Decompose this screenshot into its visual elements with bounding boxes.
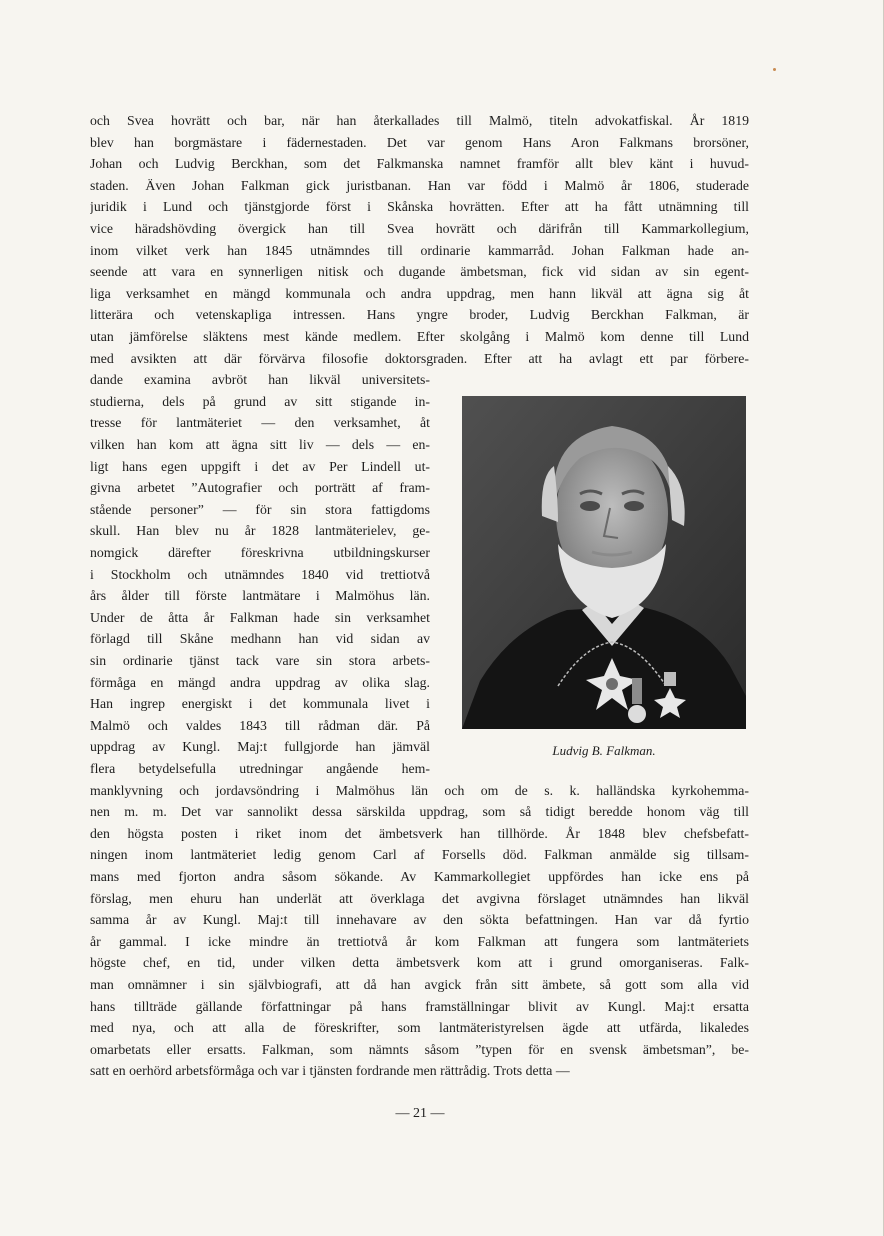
text-line-23: års ålder till förste lantmätare i Malmöhus län.: [90, 588, 430, 604]
text-line-42: hans tillträde gällande författningar på hans framställningar blivit av Kungl. Maj:t ersatta: [90, 998, 749, 1014]
text-line-10: litterära och vetenskapliga intressen. Hans yngre broder, Ludvig Berckhan Falkman, är: [90, 307, 749, 323]
text-line-6: vice häradshövding övergick han till Svea hovrätt och därifrån till Kammarkollegium,: [90, 221, 749, 236]
text-line-21: nomgick därefter föreskrivna utbildningskurser: [90, 545, 430, 560]
text-line-37: förslag, men ehuru han underlät att överklaga det avgivna förslaget utnämndes han likväl: [90, 890, 749, 906]
text-line-33: nen m. m. Det var sannolikt dessa särskilda uppdrag, som så tidigt beredde honom väg till: [90, 804, 749, 820]
text-line-41: man omnämner i sin självbiografi, att då han avgick från sitt ämbete, så gott som alla vid: [90, 977, 749, 992]
text-line-17: ligt hans egen uppgift i det av Per Lindell ut-: [90, 458, 430, 474]
text-line-1: och Svea hovrätt och bar, när han återkallades till Malmö, titeln advokatfiskal. År 1819: [90, 113, 749, 128]
text-line-29: Malmö och valdes 1843 till rådman där. På: [90, 717, 430, 733]
text-line-40: högste chef, en tid, under vilken detta ämbetsverk kom att i grund omorganiseras. Falk-: [90, 955, 749, 971]
text-line-19: stående personer” — för sin stora fattigdoms: [90, 501, 430, 517]
text-line-27: förmåga en mängd andra uppdrag av olika slag.: [90, 674, 430, 690]
text-line-44: omarbetats eller ersatts. Falkman, som nämnts såsom ”typen för en svensk ämbetsman”, be-: [90, 1041, 749, 1057]
text-line-20: skull. Han blev nu år 1828 lantmäterielev, ge-: [90, 523, 430, 539]
text-line-4: staden. Även Johan Falkman gick juristbanan. Han var född i Malmö år 1806, studerade: [90, 177, 749, 193]
text-line-35: ningen inom lantmäteriet ledig genom Carl af Forsells död. Falkman anmälde sig tillsam-: [90, 847, 749, 863]
text-line-43: med nya, och att alla de föreskrifter, som lantmäteristyrelsen ägde att utfärda, likaledes: [90, 1020, 749, 1036]
text-line-28: Han ingrep energiskt i det kommunala livet i: [90, 696, 430, 712]
portrait-photo: [462, 396, 746, 729]
text-line-36: mans med fjorton andra såsom sökande. Av Kammarkollegiet uppfördes han icke ens på: [90, 869, 749, 884]
text-line-45: satt en oerhörd arbetsförmåga och var i tjänsten fordrande men rättrådig. Trots detta —: [90, 1063, 570, 1079]
text-line-16: vilken han kom att ägna sitt liv — dels — en-: [90, 437, 430, 452]
text-line-25: förlagd till Skåne medhann han vid sidan av: [90, 631, 430, 647]
text-line-3: Johan och Ludvig Berckhan, som det Falkmanska namnet framför allt blev känt i huvud-: [90, 156, 749, 172]
text-line-11: utan jämförelse släktens mest kände medlem. Efter skolgång i Malmö kom denne till Lund: [90, 329, 749, 344]
text-line-12: med avsikten att där förvärva filosofie doktorsgraden. Efter att ha avlagt ett par förbere-: [90, 350, 749, 366]
text-line-8: seende att vara en synnerligen nitisk och dugande ämbetsman, fick vid sidan av sin egent-: [90, 264, 749, 280]
text-line-24: Under de åtta år Falkman hade sin verksamhet: [90, 609, 430, 625]
text-line-39: år gammal. I icke mindre än trettiotvå år kom Falkman att fungera som lantmäteriets: [90, 933, 749, 949]
text-line-7: inom vilket verk han 1845 utnämndes till ordinarie kammarråd. Johan Falkman hade an-: [90, 242, 749, 258]
text-line-2: blev han borgmästare i fädernestaden. Det var genom Hans Aron Falkmans brorsöner,: [90, 134, 749, 150]
text-line-34: den högsta posten i riket inom det ämbetsverk han tillhörde. År 1848 blev chefsbefatt-: [90, 825, 749, 841]
text-line-26: sin ordinarie tjänst tack vare sin stora arbets-: [90, 653, 430, 668]
text-line-18: givna arbetet ”Autografier och porträtt af fram-: [90, 480, 430, 496]
text-line-31: flera betydelsefulla utredningar angående hem-: [90, 761, 430, 776]
text-line-14: studierna, dels på grund av sitt stigande in-: [90, 393, 430, 409]
page-number: — 21 —: [395, 1106, 445, 1121]
text-line-15: tresse för lantmäteriet — den verksamhet, åt: [90, 415, 430, 431]
text-line-38: samma år av Kungl. Maj:t till innehavare av den sökta befattningen. Han var då fyrtio: [90, 912, 749, 928]
text-line-22: i Stockholm och utnämndes 1840 vid trettiotvå: [90, 566, 430, 582]
text-line-5: juridik i Lund och tjänstgjorde först i Skånska hovrätten. Efter att ha fått utnämning till: [90, 199, 749, 215]
text-line-32: manklyvning och jordavsöndring i Malmöhus län och om de s. k. halländska kyrkohemma-: [90, 782, 749, 798]
text-line-13: dande examina avbröt han likväl universitets-: [90, 372, 430, 388]
portrait-caption: Ludvig B. Falkman.: [552, 743, 656, 758]
paper-speck: [773, 68, 776, 71]
text-line-30: uppdrag av Kungl. Maj:t fullgjorde han jämväl: [90, 739, 430, 755]
text-line-9: liga verksamhet en mängd kommunala och andra uppdrag, men hann likväl att ägna sig åt: [90, 285, 749, 301]
